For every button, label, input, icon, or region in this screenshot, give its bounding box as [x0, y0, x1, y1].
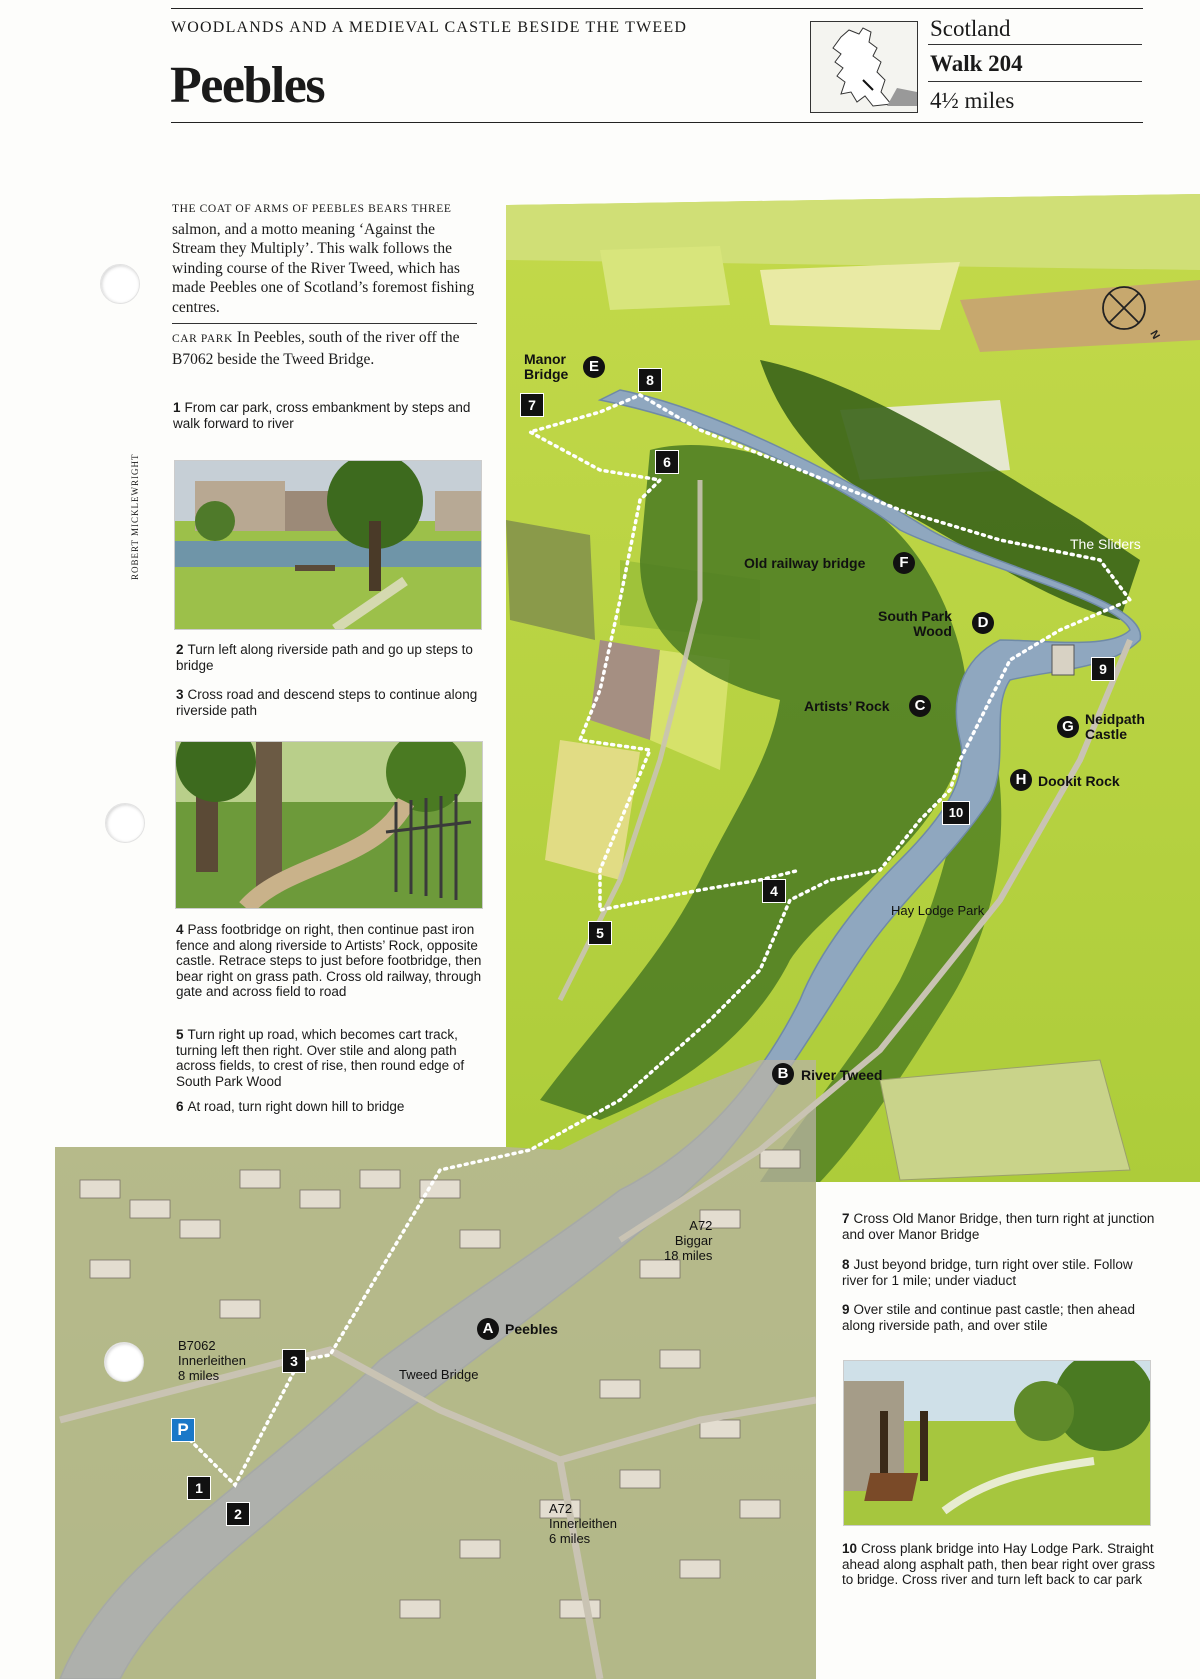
pin-h: H: [1010, 769, 1032, 791]
step-text: Cross plank bridge into Hay Lodge Park. Straight ahead along asphalt path, then bear right over grass to bridge. Cross river and turn left back to car park: [842, 1541, 1155, 1587]
meta-rule: [928, 81, 1142, 82]
field-patch: [600, 246, 730, 310]
step-text: Pass footbridge on right, then continue past iron fence and along riverside to Artists’ Rock, opposite castle. Retrace steps to just before footbridge, then bear right on grass path. Cross old railway, through gate and across field to road: [176, 922, 482, 999]
photo-path-illustration: [176, 742, 482, 908]
label-peebles: Peebles: [505, 1321, 558, 1337]
step-text: Turn right up road, which becomes cart track, turning left then right. Over stile and along path across fields, to crest of rise, then round edge of South Park Wood: [176, 1027, 465, 1089]
label-south-park-wood: South Park Wood: [878, 608, 952, 639]
step-number: 9: [842, 1302, 850, 1317]
step-1: [173, 400, 483, 431]
header-bottom-rule: [171, 122, 1143, 123]
gutter: [0, 0, 55, 1679]
pin-b: B: [772, 1063, 794, 1085]
label-manor-bridge: Manor Bridge: [524, 351, 569, 382]
step-9: [842, 1302, 1162, 1333]
step-number: 7: [842, 1211, 850, 1226]
waypoint-10: 10: [942, 801, 970, 825]
waypoint-4: 4: [762, 879, 786, 903]
intro-text: [172, 198, 477, 317]
step-7: [842, 1211, 1162, 1242]
page-title: Peebles: [170, 57, 325, 114]
car-park-lead: CAR PARK: [172, 333, 233, 345]
step-2: [176, 642, 486, 673]
photo-plank-bridge: [843, 1360, 1151, 1526]
pin-d: D: [972, 612, 994, 634]
step-text: Cross Old Manor Bridge, then turn right at junction and over Manor Bridge: [842, 1211, 1155, 1242]
step-5: [176, 1027, 484, 1089]
walk-number: Walk 204: [930, 51, 1023, 76]
step-3: [176, 687, 486, 718]
intro-body: salmon, and a motto meaning ‘Against the Stream they Multiply’. This walk follows the winding course of the River Tweed, which has made Peebles one of Scotland’s foremost fishing centres.: [172, 220, 475, 316]
scotland-outline-icon: [811, 22, 917, 112]
binder-hole: [105, 803, 145, 843]
step-text: From car park, cross embankment by steps and walk forward to river: [173, 400, 471, 431]
pin-e: E: [583, 356, 605, 378]
label-a72-biggar: A72 Biggar 18 miles: [664, 1218, 713, 1263]
neidpath-castle-icon: [1052, 645, 1074, 675]
binder-hole: [100, 264, 140, 304]
step-text: Over stile and continue past castle; then ahead along riverside path, and over stile: [842, 1302, 1135, 1333]
waypoint-7: 7: [520, 393, 544, 417]
step-8: [842, 1257, 1162, 1288]
intro-rule: [172, 323, 477, 324]
car-park-text: [172, 328, 482, 369]
field-patch: [760, 262, 960, 330]
step-number: 8: [842, 1257, 850, 1272]
photo-riverside-illustration: [175, 461, 481, 629]
pin-f: F: [893, 552, 915, 574]
kicker: WOODLANDS AND A MEDIEVAL CASTLE BESIDE THE TWEED: [171, 19, 688, 36]
photo-bridge-illustration: [844, 1361, 1150, 1525]
label-tweed-bridge: Tweed Bridge: [399, 1367, 479, 1382]
label-old-railway-bridge: Old railway bridge: [744, 555, 866, 571]
step-4: [176, 922, 484, 1000]
step-text: Turn left along riverside path and go up steps to bridge: [176, 642, 473, 673]
step-number: 4: [176, 922, 184, 937]
label-hay-lodge-park: Hay Lodge Park: [891, 903, 985, 918]
label-the-sliders: The Sliders: [1070, 536, 1141, 552]
meta-rule: [928, 44, 1142, 45]
step-number: 1: [173, 400, 181, 415]
step-number: 10: [842, 1541, 858, 1556]
waypoint-1: 1: [187, 1476, 211, 1500]
step-number: 5: [176, 1027, 184, 1042]
pin-a: A: [477, 1318, 499, 1340]
header-top-rule: [171, 8, 1143, 9]
label-artists-rock: Artists’ Rock: [804, 698, 890, 714]
step-10: [842, 1541, 1162, 1588]
scotland-locator-map: [810, 21, 918, 113]
step-number: 3: [176, 687, 184, 702]
waypoint-8: 8: [638, 368, 662, 392]
step-text: Cross road and descend steps to continue along riverside path: [176, 687, 478, 718]
pin-g: G: [1057, 716, 1079, 738]
north-label: N: [1147, 328, 1162, 342]
photo-woodland-path: [175, 741, 483, 909]
waypoint-6: 6: [655, 450, 679, 474]
label-neidpath-castle: Neidpath Castle: [1085, 711, 1145, 742]
walk-distance: 4½ miles: [930, 88, 1015, 113]
step-text: Just beyond bridge, turn right over stile. Follow river for 1 mile; under viaduct: [842, 1257, 1133, 1288]
label-river-tweed: River Tweed: [801, 1067, 883, 1083]
binder-hole: [104, 1342, 144, 1382]
waypoint-9: 9: [1091, 657, 1115, 681]
step-text: At road, turn right down hill to bridge: [187, 1099, 405, 1114]
step-6: [176, 1099, 484, 1115]
parking-icon: P: [171, 1418, 195, 1442]
step-number: 6: [176, 1099, 184, 1114]
label-a72-innerleithen: A72 Innerleithen 6 miles: [549, 1501, 617, 1546]
intro-lead: THE COAT OF ARMS OF PEEBLES BEARS THREE: [172, 203, 452, 215]
waypoint-3: 3: [282, 1349, 306, 1373]
step-number: 2: [176, 642, 184, 657]
illustrator-credit: ROBERT MICKLEWRIGHT: [130, 453, 140, 580]
photo-car-park-riverside: [174, 460, 482, 630]
waypoint-2: 2: [226, 1502, 250, 1526]
pin-c: C: [909, 695, 931, 717]
region-label: Scotland: [930, 16, 1011, 41]
field-patch: [506, 520, 595, 640]
allotment-gardens: [880, 1060, 1130, 1180]
car-park-body: In Peebles, south of the river off the B7062 beside the Tweed Bridge.: [172, 329, 460, 368]
label-b7062-innerleithen: B7062 Innerleithen 8 miles: [178, 1338, 246, 1383]
waypoint-5: 5: [588, 921, 612, 945]
label-dookit-rock: Dookit Rock: [1038, 773, 1120, 789]
